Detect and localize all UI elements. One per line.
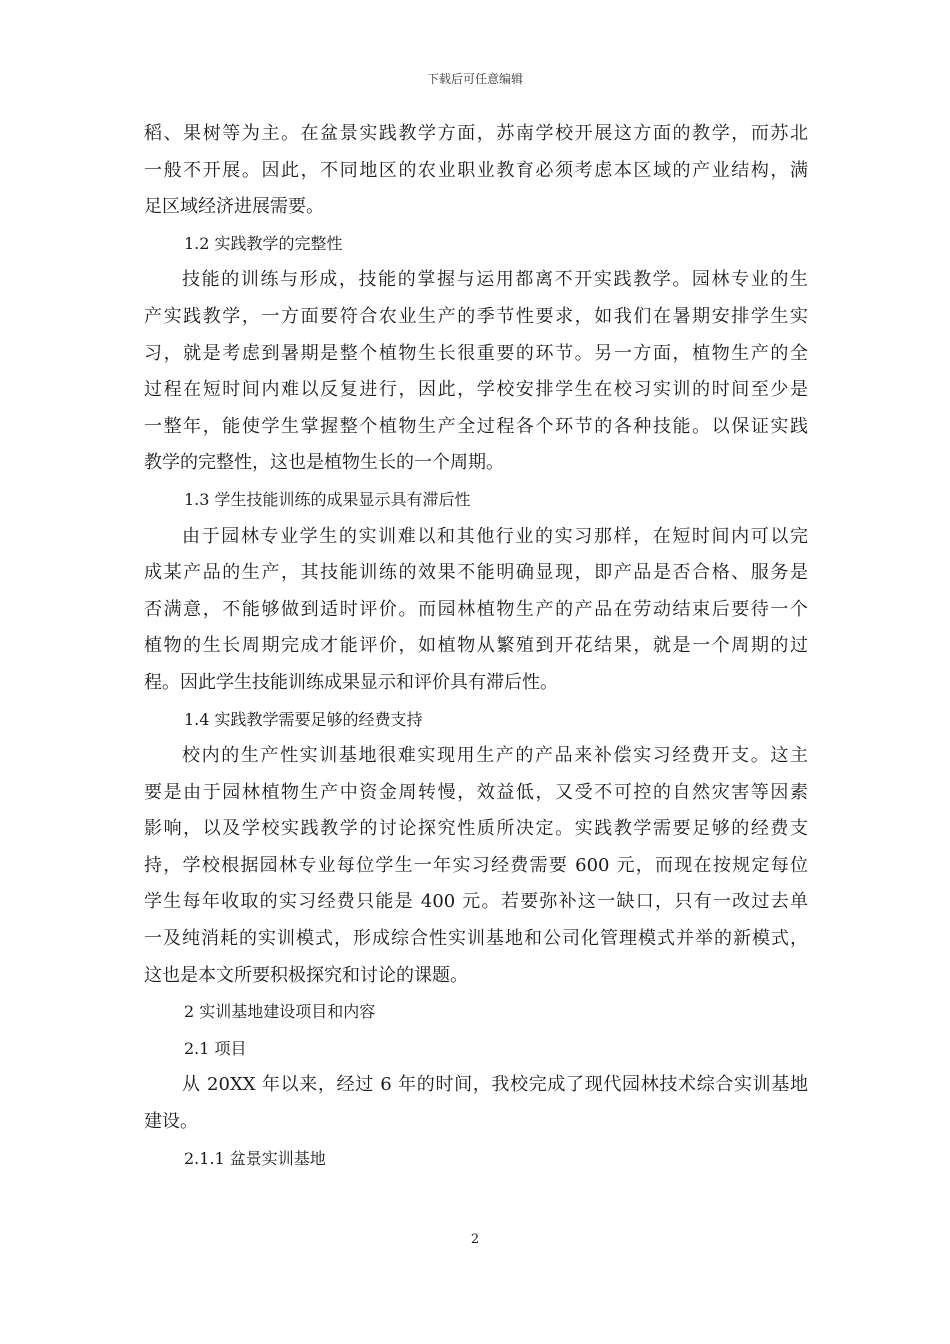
- paragraph-line: 技能的训练与形成，技能的掌握与运用都离不开实践教学。园林专业的生: [182, 269, 808, 291]
- paragraph-line: 一及纯消耗的实训模式，形成综合性实训基地和公司化管理模式并举的新模式，: [144, 928, 808, 950]
- page-header: 下载后可任意编辑: [426, 72, 523, 86]
- paragraph-line: 这也是本文所要积极探究和讨论的课题。: [144, 964, 468, 986]
- paragraph-line: 教学的完整性，这也是植物生长的一个周期。: [144, 452, 504, 474]
- paragraph-line: 一般不开展。因此，不同地区的农业职业教育必须考虑本区域的产业结构，满: [144, 159, 808, 181]
- section-heading: 1.2 实践教学的完整性: [184, 233, 343, 253]
- paragraph-line: 足区域经济进展需要。: [144, 196, 324, 218]
- paragraph-line: 建设。: [144, 1111, 198, 1133]
- paragraph-line: 产实践教学，一方面要符合农业生产的季节性要求，如我们在暑期安排学生实: [144, 305, 808, 327]
- paragraph-line: 从 20XX 年以来，经过 6 年的时间，我校完成了现代园林技术综合实训基地: [182, 1074, 808, 1096]
- section-heading: 2.1 项目: [184, 1038, 247, 1058]
- paragraph-line: 持，学校根据园林专业每位学生一年实习经费需要 600 元，而现在按规定每位: [144, 854, 808, 876]
- paragraph-line: 习，就是考虑到暑期是整个植物生长很重要的环节。另一方面，植物生产的全: [144, 342, 808, 364]
- paragraph-line: 影响，以及学校实践教学的讨论探究性质所决定。实践教学需要足够的经费支: [144, 818, 808, 840]
- section-heading: 1.3 学生技能训练的成果显示具有滞后性: [184, 489, 471, 509]
- section-heading: 2 实训基地建设项目和内容: [184, 1002, 376, 1022]
- paragraph-line: 稻、果树等为主。在盆景实践教学方面，苏南学校开展这方面的教学，而苏北: [144, 123, 808, 144]
- paragraph-line: 否满意，不能够做到适时评价。而园林植物生产的产品在劳动结束后要待一个: [144, 598, 808, 620]
- page-number: 2: [470, 1232, 480, 1247]
- paragraph-line: 校内的生产性实训基地很难实现用生产的产品来补偿实习经费开支。这主: [182, 745, 808, 767]
- paragraph-line: 植物的生长周期完成才能评价，如植物从繁殖到开花结果，就是一个周期的过: [144, 635, 808, 657]
- paragraph-line: 过程在短时间内难以反复进行，因此，学校安排学生在校习实训的时间至少是: [144, 379, 808, 401]
- paragraph-line: 成某产品的生产，其技能训练的效果不能明确显现，即产品是否合格、服务是: [144, 562, 808, 584]
- paragraph-line: 一整年，能使学生掌握整个植物生产全过程各个环节的各种技能。以保证实践: [144, 415, 808, 437]
- section-heading: 1.4 实践教学需要足够的经费支持: [184, 709, 423, 729]
- document-body: [144, 116, 808, 1177]
- paragraph-line: 要是由于园林植物生产中资金周转慢，效益低，又受不可控的自然灾害等因素: [144, 781, 808, 803]
- paragraph-line: 学生每年收取的实习经费只能是 400 元。若要弥补这一缺口，只有一改过去单: [144, 891, 808, 913]
- paragraph-line: 程。因此学生技能训练成果显示和评价具有滞后性。: [144, 671, 558, 693]
- paragraph-line: 由于园林专业学生的实训难以和其他行业的实习那样，在短时间内可以完: [182, 525, 808, 547]
- section-heading: 2.1.1 盆景实训基地: [184, 1148, 326, 1168]
